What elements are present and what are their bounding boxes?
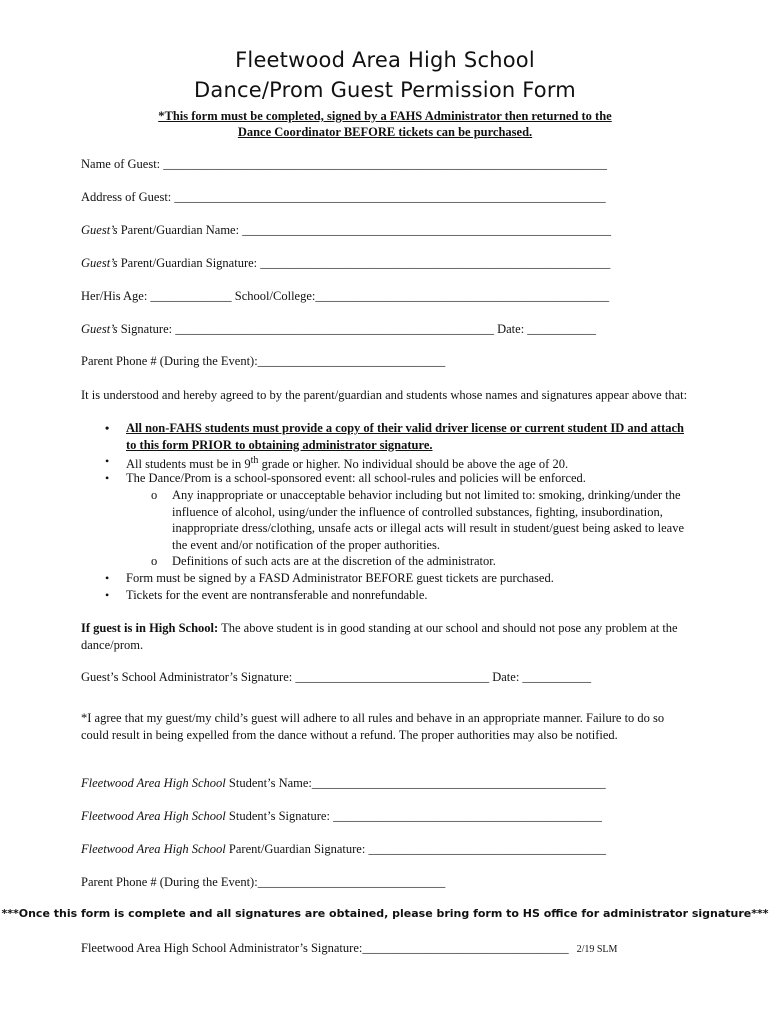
bullet-id-text: All non-FAHS students must provide a copy of their valid driver license or current student ID and attach to this form PRIOR to obtaining administrator signature. <box>126 421 685 452</box>
high-school-label: If guest is in High School: <box>81 621 219 635</box>
school-name-italic: Fleetwood Area High School <box>81 842 226 856</box>
school-admin-signature-field[interactable]: Guest’s School Administrator’s Signature: _______________________________ Date: ___________ <box>81 670 592 684</box>
parent-phone-field[interactable]: Parent Phone # (During the Event):______________________________ <box>81 354 446 368</box>
school-name-italic: Fleetwood Area High School <box>81 776 226 790</box>
sub-bullet-behavior-text: Any inappropriate or unacceptable behavior including but not limited to: smoking, drinking/under the influence of alcohol, using/under the influence of controlled substances, fighting, insubordination, inappropriate dress/clothing, unsafe acts or illegal acts will result in student/guest being asked to leave the event and/or notification of the proper authorities. <box>172 488 685 552</box>
bullet-id-requirement <box>105 420 691 453</box>
sub-bullet-circle-icon: o <box>151 554 158 568</box>
bullet-dot-icon: • <box>105 421 110 435</box>
fahs-admin-signature-label: Fleetwood Area High School Administrator’s Signature:_________________________________ <box>81 941 569 955</box>
sub-bullet-definitions-text: Definitions of such acts are at the discretion of the administrator. <box>172 554 496 568</box>
bullet-dot-icon: • <box>105 471 110 485</box>
school-name-italic: Fleetwood Area High School <box>81 809 226 823</box>
sub-bullet-definitions <box>151 553 687 570</box>
form-title-name: Dance/Prom Guest Permission Form <box>194 78 576 102</box>
sub-bullet-circle-icon: o <box>151 488 158 502</box>
bullet-school-event-text: The Dance/Prom is a school-sponsored event: all school-rules and policies will be enforced. <box>126 471 586 485</box>
bullet-dot-icon: • <box>105 454 110 468</box>
bullet-tickets <box>105 587 691 604</box>
student-parent-signature-label: Parent/Guardian Signature: ______________________________________ <box>225 842 606 856</box>
bullet-dot-icon: • <box>105 588 110 602</box>
student-parent-signature-field[interactable] <box>81 842 606 857</box>
guest-address-field[interactable]: Address of Guest: _____________________________________________________________________ <box>81 190 606 204</box>
bullet-grade-text-b: grade or higher. No individual should be above the age of 20. <box>258 457 569 472</box>
high-school-text: The above student is in good standing at our school and should not pose any problem at the dance/prom. <box>81 621 678 652</box>
student-name-label: Student’s Name:_______________________________________________ <box>225 776 606 790</box>
agreement-statement: *I agree that my guest/my child’s guest will adhere to all rules and behave in an appropriate manner. Failure to do so could result in being expelled from the dance without a refund. The proper authorities may also be notified. <box>81 711 665 742</box>
guest-signature-prefix: Guest’s <box>81 322 118 336</box>
notice-line-1: *This form must be completed, signed by a FAHS Administrator then returned to the <box>158 109 612 123</box>
guardian-signature-label: Parent/Guardian Signature: ________________________________________________________ <box>117 256 611 270</box>
agreement-intro: It is understood and hereby agreed to by the parent/guardian and students whose names and signatures appear above that: <box>81 388 688 402</box>
guardian-signature-prefix: Guest’s <box>81 256 118 270</box>
bullet-tickets-text: Tickets for the event are nontransferable and nonrefundable. <box>126 588 428 602</box>
fahs-admin-signature-field[interactable] <box>81 941 617 956</box>
guardian-name-prefix: Guest’s <box>81 223 118 237</box>
student-name-field[interactable] <box>81 776 606 791</box>
agreement-bullets <box>81 0 691 1024</box>
guardian-name-label: Parent/Guardian Name: ___________________________________________________________ <box>117 223 611 237</box>
bullet-admin-sign <box>105 570 691 587</box>
student-parent-phone-field[interactable]: Parent Phone # (During the Event):______________________________ <box>81 875 446 889</box>
notice-line-2: Dance Coordinator BEFORE tickets can be purchased. <box>237 125 533 139</box>
guest-name-field[interactable]: Name of Guest: _______________________________________________________________________ <box>81 157 608 171</box>
student-signature-field[interactable] <box>81 809 602 824</box>
high-school-statement <box>81 620 691 653</box>
bullet-admin-sign-text: Form must be signed by a FASD Administrator BEFORE guest tickets are purchased. <box>126 571 554 585</box>
bullet-school-event <box>105 470 691 487</box>
sub-bullet-behavior <box>151 487 687 553</box>
bullet-grade-text-a: All students must be in 9 <box>126 457 251 472</box>
bullet-dot-icon: • <box>105 571 110 585</box>
guest-signature-label: Signature: ___________________________________________________ Date: ___________ <box>117 322 597 336</box>
bullet-grade-sup: th <box>250 455 259 466</box>
form-version: 2/19 SLM <box>576 944 618 955</box>
form-title-school: Fleetwood Area High School <box>235 48 535 72</box>
student-signature-label: Student’s Signature: ___________________________________________ <box>225 809 602 823</box>
age-school-field[interactable]: Her/His Age: _____________ School/College:_______________________________________________ <box>81 289 610 303</box>
final-notice: ***Once this form is complete and all signatures are obtained, please bring form to HS office for administrator signature*** <box>1 907 769 920</box>
